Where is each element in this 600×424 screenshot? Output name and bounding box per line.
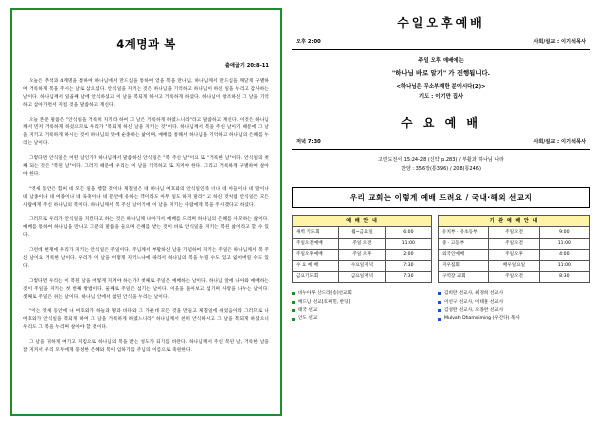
org-row-name: 유치부 · 유초등부 — [439, 227, 489, 238]
list-item — [292, 299, 432, 307]
table-row — [439, 227, 590, 238]
list-item — [292, 315, 432, 323]
square-bullet-icon — [438, 301, 441, 304]
org-row-time: 4:00 — [539, 249, 589, 260]
worship-schedule-table-wrap — [292, 215, 432, 283]
table-row — [439, 271, 590, 282]
wednesday-officiant: 사회/설교 : 이기석목사 — [533, 138, 586, 145]
org-row-time: 11:00 — [539, 260, 589, 271]
worship-row-time: 7:30 — [385, 260, 431, 271]
org-schedule-table-wrap — [438, 215, 590, 283]
sermon-body — [23, 78, 269, 362]
worship-row-time: 2:00 — [385, 249, 431, 260]
worship-row-name: 새벽 기도회 — [293, 227, 339, 238]
mission-field-label: 베드남 선교[호찌민, 반딩] — [298, 299, 351, 305]
org-row-time: 8:30 — [539, 271, 589, 282]
missions-fields-list-wrap — [292, 290, 432, 324]
worship-row-time: 11:00 — [385, 238, 431, 249]
table-row — [293, 227, 432, 238]
mission-field-label: 안도 선교 — [298, 316, 318, 322]
worship-row-day: 수요일지녁 — [339, 260, 385, 271]
sermon-title: 4계명과 복 — [116, 37, 176, 51]
square-bullet-icon — [292, 309, 295, 312]
sunday-afternoon-service — [292, 10, 590, 108]
missionary-label: Mulvah Dhamsiming (우간다) 목사 — [444, 316, 520, 322]
table-row — [293, 271, 432, 282]
list-item — [292, 307, 432, 315]
table-row — [293, 249, 432, 260]
square-bullet-icon — [438, 309, 441, 312]
missions-section — [292, 290, 590, 324]
list-item — [438, 290, 590, 298]
org-row-name: 지우집회 — [439, 260, 489, 271]
sermon-paragraph: 오늘은 추석과 4계명을 통하여 하나님에서 만드심을 통하여 얻을 복을 만나님, 하나님께서 만드심을 깨닫게 구별하여 거룩하게 복을 주시는 날로 삼으셨다. 안식일을 지키는 것은 하나님을 기억하고 하나님이 하신 일을 누리고 감사하는 날이다. 하나님께서 일곱째 날에 안식하셨고 이 날을 복되게 하시고 거룩하게 하셨다. 하나님이 창조하신 그 날을 기억하고 삼아가면서 지킬 것을 말씀하고 계신다. — [23, 79, 269, 108]
list-item — [292, 290, 432, 298]
worship-row-day: 주일 오전 — [339, 238, 385, 249]
missions-fields-list — [292, 290, 432, 324]
table-row — [439, 238, 590, 249]
sermon-paragraph: 그러므로 우리가 안식일을 지킨다고 하는 것은 하나님께 나아가서 예배를 드리며 하나님의 은혜를 사모하는 삶이다. 예배를 통하여 하나님을 만나고 그분의 말씀을 들으며 은혜를 받는 것이 바로 안식일을 지키는 복된 삶이라고 할 수 있다. — [23, 217, 269, 239]
services-panel — [292, 8, 590, 416]
sermon-panel — [10, 8, 282, 416]
worship-schedule-table — [292, 215, 432, 283]
worship-row-name: 금요기도회 — [293, 271, 339, 282]
missionaries-list-wrap — [438, 290, 590, 324]
list-item — [438, 299, 590, 307]
square-bullet-icon — [438, 292, 441, 295]
list-item — [438, 315, 590, 323]
worship-row-day: 월~금요일 — [339, 227, 385, 238]
org-row-day: 배우일요일 — [489, 260, 539, 271]
sermon-paragraph: 오늘 본문 말씀은 "안식일을 거룩히 지키라 하여 그 날은 거룩하게 하였느니라"라고 말씀하고 계신다. 이것은 하나님께서 먼저 거룩하게 하셨으므로 우리가 "복되게 하신 날을 지키는 것"이다. 하나님께서 복을 주신 날이기 때문에 그 날을 지키고 거룩하게 하시는 것이 하나님의 뜻에 순종하는 삶이며, 예배를 통해서 하나님을 기억하고 하나님의 은혜를 누리는 날이다. — [23, 117, 269, 147]
table-row — [439, 249, 590, 260]
wednesday-service — [292, 110, 590, 179]
divider — [292, 49, 590, 50]
worship-table-header: 예 배 안 내 — [293, 215, 432, 227]
org-row-time: 11:00 — [539, 238, 589, 249]
org-row-day: 주일오전 — [489, 238, 539, 249]
worship-row-day: 주일 오후 — [339, 249, 385, 260]
org-row-name: 외국인예배 — [439, 249, 489, 260]
wednesday-time: 저녁 7:30 — [296, 138, 321, 145]
sunday-afternoon-headline: 주일 오후 예배에는 — [418, 58, 464, 64]
wednesday-scripture: 고린도전서 15:24-28 (신약 p.283) / 부활과 하나님 나라 — [377, 156, 505, 163]
missionary-label: 이선구 선교사, 이태훈 선교사 — [444, 299, 504, 305]
sermon-paragraph: "엿새 동안은 힘써 네 모든 일을 행할 것이나 제칠일은 네 하나님 여호와의 안식일인즉 너나 네 아들이나 네 딸이나 네 남종이나 네 여종이나 네 육축이나 네 문안에 유하는 객이라도 아무 일도 하지 말라" 고 하신 것처럼 안식일은 모든 사람에게 주신 하나님의 복이다. 하나님께서 복 주신 날이기에 이 날을 지키는 사람에게 복을 주시겠다고 하셨다. — [23, 186, 269, 208]
org-row-name: 중 · 고등부 — [439, 238, 489, 249]
sunday-afternoon-bigline: "하나님 바로 알기" 가 진행됩니다. — [391, 69, 491, 77]
worship-row-name: 수 요 예 배 — [293, 260, 339, 271]
missionaries-list — [438, 290, 590, 324]
worship-row-name: 주일오후예배 — [293, 249, 339, 260]
schedule-tables — [292, 215, 590, 283]
org-row-day: 주일오전 — [489, 271, 539, 282]
sunday-afternoon-notice — [292, 56, 590, 102]
divider — [292, 149, 590, 150]
sunday-afternoon-title: 수일오후예배 — [397, 16, 485, 30]
sunday-afternoon-midline: <하나님은 무소부재한 분이시다(2)> — [396, 83, 486, 90]
square-bullet-icon — [438, 318, 441, 321]
org-row-time: 9:00 — [539, 227, 589, 238]
table-row — [293, 260, 432, 271]
worship-row-time: 7:30 — [385, 271, 431, 282]
sermon-paragraph: 그런데 현재에 우리가 지키는 안식일은 주일이다. 주님께서 부활하신 날을 기념하여 지키는 주일은 하나님께서 복 주신 날이요 거룩한 날이다. 우리가 이 날을 어떻게 지키느냐에 따라서 하나님의 복을 누릴 수도 있고 잃어버릴 수도 있다. — [23, 248, 269, 269]
sermon-paragraph: "이는 엿새 동안에 나 여호와가 하늘과 땅과 바다와 그 가운데 모든 것을 만들고 제칠일에 쉬었음이라 그러므로 나 여호와가 안식일을 복되게 하여 그 날을 거룩하게 하였느니라" 하나님께서 친히 안식하시고 그 날을 복되게 하셨으니 우리도 그 복을 누리며 살아야 할 것이다. — [23, 309, 269, 331]
org-row-day: 주일오후 — [489, 249, 539, 260]
list-item — [438, 307, 590, 315]
org-table-header: 기 관 예 배 안 내 — [439, 215, 590, 227]
sermon-reference: 출애굽기 20:8-11 — [224, 63, 269, 69]
worship-guide-banner: 우리 교회는 이렇게 예배 드려요 / 국내·해외 선교지 — [292, 187, 590, 208]
sermon-paragraph: 그렇다면 우리는 이 복된 날을 어떻게 지켜야 하는가? 첫째로 주일은 예배하는 날이다. 하나님 앞에 나아와 예배하는 것이 주일을 지키는 첫 번째 방법이다. 둘째로 주일은 섬기는 날이다. 이웃을 돌아보고 섬기며 사랑을 나누는 날이다. 셋째로 주일은 쉬는 날이다. 하나님 안에서 참된 안식을 누리는 날이다. — [23, 278, 269, 300]
table-row — [293, 238, 432, 249]
square-bullet-icon — [292, 301, 295, 304]
worship-row-time: 6:00 — [385, 227, 431, 238]
mission-field-label: 태국 선교 — [298, 307, 318, 313]
missionary-label: 김성완 선교사, 오종완 선교사 — [444, 307, 504, 313]
table-row — [439, 260, 590, 271]
org-row-name: 구역장 교회 — [439, 271, 489, 282]
sermon-paragraph: 그 날을 귀하게 여기고 지킴으로 하나님의 복을 받는 성도가 되기를 바란다. 하나님께서 주신 복된 날, 거룩한 날을 잘 지켜서 우리 모두에게 풍성한 은혜와 복이 임하기를 주님의 이름으로 축원한다. — [23, 340, 269, 354]
org-row-day: 주일오전 — [489, 227, 539, 238]
square-bullet-icon — [292, 292, 295, 295]
worship-row-day: 금요일저녁 — [339, 271, 385, 282]
sermon-paragraph: 그렇다면 안식일은 어떤 날인가? 하나님께서 말씀하신 안식일은 "복 주신 날"이요 또 "거룩한 날"이다. 안식일의 첫째 되는 것은 "복된 날"이다. 그러기 때문에 우리는 이 날을 기억하고 또 지켜야 한다. 그리고 거룩하게 구별하여 살아야 한다. — [23, 156, 269, 177]
org-schedule-table — [438, 215, 590, 283]
worship-row-name: 주일오전예배 — [293, 238, 339, 249]
missionary-label: 김희란 선교사, 최경희 선교사 — [444, 291, 504, 297]
wednesday-scripture-block — [292, 156, 590, 175]
sunday-afternoon-prayer: 기도 : 이기만 집사 — [418, 93, 464, 100]
square-bullet-icon — [292, 318, 295, 321]
wednesday-hymns: 찬양 : 356장(통396) / 208(통246) — [401, 166, 481, 173]
wednesday-title: 수 요 예 배 — [401, 115, 481, 130]
sunday-afternoon-officiant: 사회/설교 : 이기석목사 — [533, 39, 586, 45]
sunday-afternoon-time: 오후 2:00 — [296, 39, 321, 45]
mission-field-label: 바누아투 산드라[송]선교회 — [298, 291, 352, 297]
